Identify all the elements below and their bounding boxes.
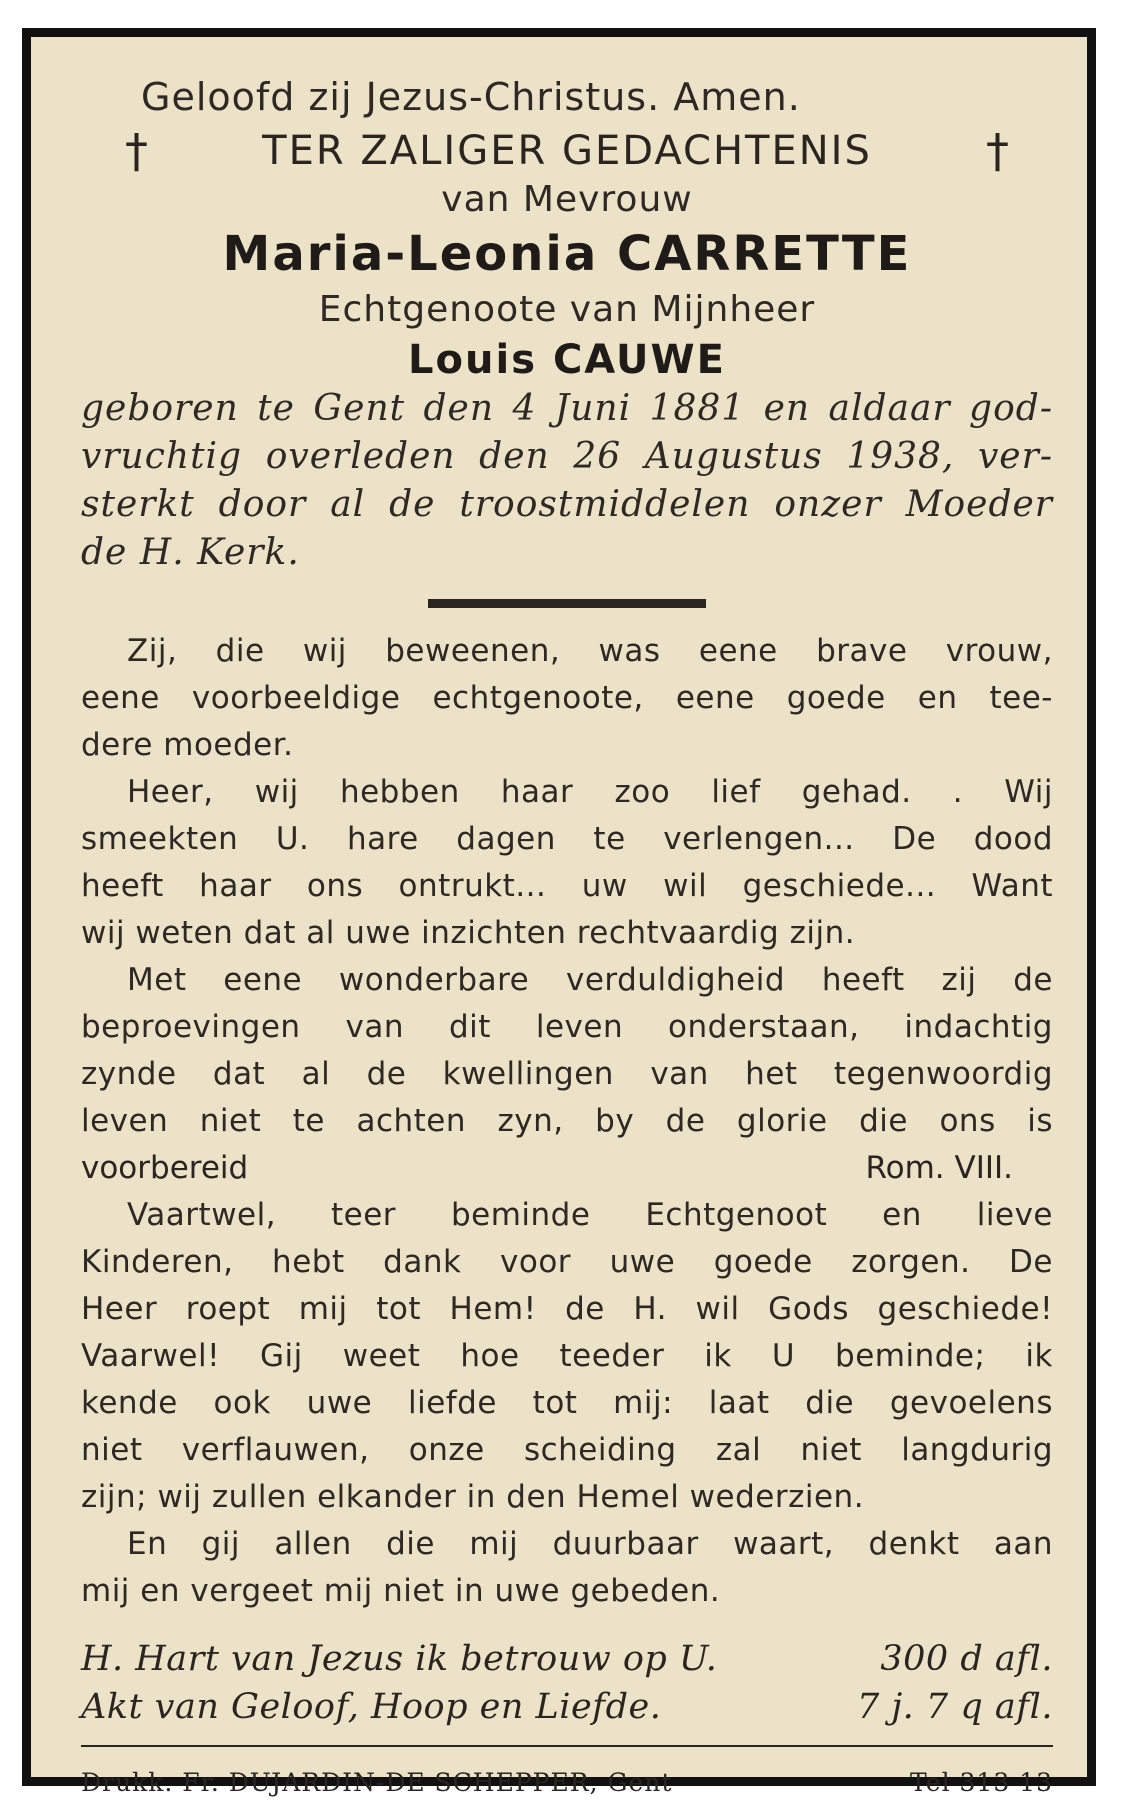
biography bbox=[81, 385, 1053, 577]
text-line: Met eene wonderbare verduldigheid heeft zij de bbox=[127, 962, 1053, 998]
cross-icon-left: † bbox=[125, 124, 148, 178]
text-line: kende ook uwe liefde tot mij: laat die gevoelens bbox=[81, 1385, 1053, 1421]
memorial-card bbox=[22, 28, 1096, 1797]
paragraph-3 bbox=[81, 957, 1053, 1192]
indulgence-value: 7 j. 7 q afl. bbox=[856, 1687, 1053, 1727]
spouse-label: Echtgenoote van Mijnheer bbox=[318, 289, 816, 330]
footer-rule bbox=[81, 1745, 1053, 1747]
text-line: mij en vergeet mij niet in uwe gebeden. bbox=[81, 1573, 721, 1609]
paragraph-2 bbox=[81, 769, 1053, 957]
spouse-name: Louis CAUWE bbox=[408, 337, 726, 383]
text-line: leven niet te achten zyn, by de glorie die ons is bbox=[81, 1103, 1053, 1139]
text-line: heeft haar ons ontrukt... uw wil geschiede... Want bbox=[81, 868, 1053, 904]
text-line: Heer, wij hebben haar zoo lief gehad. . Wij bbox=[127, 774, 1053, 810]
text-line: Vaarwel! Gij weet hoe teeder ik U beminde; ik bbox=[81, 1338, 1053, 1374]
verse-row bbox=[81, 1145, 1053, 1192]
text-line: Zij, die wij beweenen, was eene brave vrouw, bbox=[127, 633, 1053, 669]
text-line: En gij allen die mij duurbaar waart, denkt aan bbox=[127, 1526, 1053, 1562]
deceased-name: Maria-Leonia CARRETTE bbox=[222, 226, 912, 282]
text-line: smeekten U. hare dagen te verlengen... De dood bbox=[81, 821, 1053, 857]
printer-tel: Tel 313 13 bbox=[910, 1768, 1053, 1797]
text-line: Vaartwel, teer beminde Echtgenoot en lieve bbox=[127, 1197, 1053, 1233]
biography-line: geboren te Gent den 4 Juni 1881 en aldaar god- bbox=[81, 388, 1053, 429]
paragraph-4 bbox=[81, 1192, 1053, 1521]
verse-text: voorbereid bbox=[81, 1150, 249, 1186]
biography-line: de H. Kerk. bbox=[81, 532, 300, 573]
cross-icon-right: † bbox=[986, 124, 1009, 178]
printer-label: Drukk. Fr. DUJARDIN-DE SCHEPPER, Gent bbox=[81, 1768, 673, 1797]
indulgences bbox=[81, 1635, 1053, 1731]
indulgence-row bbox=[81, 1683, 1053, 1731]
divider-rule bbox=[428, 599, 706, 608]
indulgence-prayer: Akt van Geloof, Hoop en Liefde. bbox=[81, 1687, 662, 1727]
paragraph-1 bbox=[81, 628, 1053, 769]
text-line: zijn; wij zullen elkander in den Hemel wederzien. bbox=[81, 1479, 865, 1515]
memorial-title: TER ZALIGER GEDACHTENIS bbox=[262, 128, 872, 174]
verse-reference: Rom. VIII. bbox=[865, 1150, 1013, 1186]
biography-line: sterkt door al de troostmiddelen onzer Moeder bbox=[81, 484, 1053, 525]
text-line: niet verflauwen, onze scheiding zal niet langdurig bbox=[81, 1432, 1053, 1468]
text-line: dere moeder. bbox=[81, 727, 294, 763]
text-line: eene voorbeeldige echtgenoote, eene goede en tee- bbox=[81, 680, 1053, 716]
text-line: Kinderen, hebt dank voor uwe goede zorgen. De bbox=[81, 1244, 1053, 1280]
van-mevrouw: van Mevrouw bbox=[441, 179, 693, 220]
title-row bbox=[81, 125, 1053, 177]
text-line: zynde dat al de kwellingen van het tegenwoordig bbox=[81, 1056, 1053, 1092]
text-line: wij weten dat al uwe inzichten rechtvaardig zijn. bbox=[81, 915, 856, 951]
indulgence-value: 300 d afl. bbox=[880, 1639, 1053, 1679]
card-content bbox=[81, 73, 1053, 1799]
text-line: Heer roept mij tot Hem! de H. wil Gods geschiede! bbox=[81, 1291, 1053, 1327]
indulgence-row bbox=[81, 1635, 1053, 1683]
opening-line: Geloofd zij Jezus-Christus. Amen. bbox=[141, 75, 801, 119]
text-line: beproevingen van dit leven onderstaan, indachtig bbox=[81, 1009, 1053, 1045]
printer-line bbox=[81, 1767, 1053, 1799]
paragraph-5 bbox=[81, 1521, 1053, 1615]
indulgence-prayer: H. Hart van Jezus ik betrouw op U. bbox=[81, 1639, 718, 1679]
biography-line: vruchtig overleden den 26 Augustus 1938, ver- bbox=[81, 436, 1053, 477]
